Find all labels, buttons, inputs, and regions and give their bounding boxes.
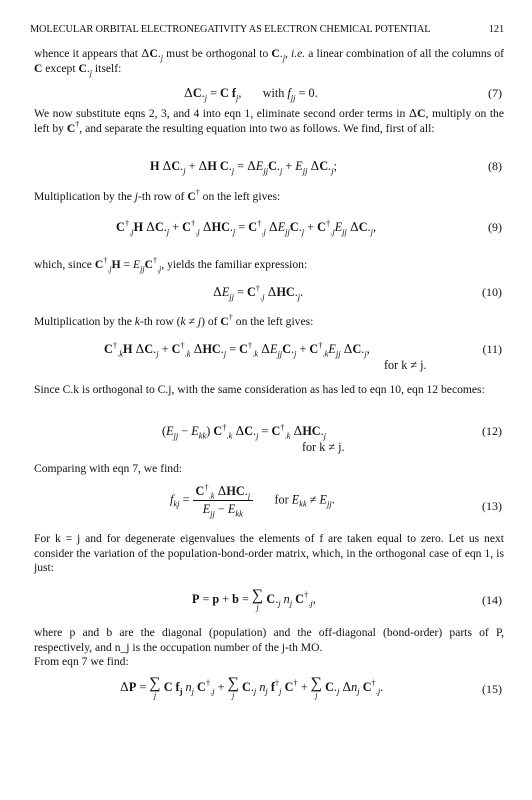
equation-8: H $\Delta C._j + \Delta H$ $C._j = \Delta E_{jj}C._j + E_{jj}$ $\Delta C._j$; [150, 159, 337, 176]
equation-14: P = p + b = ∑ j $C._j$ $n_j$ $C^\dagger_{.j}$, [192, 587, 316, 612]
equation-number: (13) [482, 499, 502, 513]
running-title: MOLECULAR ORBITAL ELECTRONEGATIVITY AS ELECTRON CHEMICAL POTENTIAL [30, 24, 431, 35]
text-run: must be orthogonal to [166, 47, 269, 60]
equation-number: (9) [488, 220, 502, 234]
equation-13: $f_{kj}$ = $\frac{C^\dagger_{.k} \Delta HC._j}{E_{jj} - E_{kk}}$ for $E_{kk} \ne E_{jj}$. [170, 481, 335, 519]
text-run: whence it appears that [34, 47, 138, 60]
equation-number: (10) [482, 285, 502, 299]
paragraph-6: Since C.k is orthogonal to C.j, with the same consideration as has led to eqn 10, eqn 12 becomes: [34, 383, 485, 396]
paragraph-4: which, since $C^\dagger_{.j}H = E_{jj}C^\dagger_{.j}$, yields the familiar expression: [34, 256, 308, 274]
equation-condition: for k ≠ j. [302, 440, 345, 454]
text-run: a linear combination of all the columns of [308, 47, 504, 60]
equation-number: (12) [482, 424, 502, 438]
equation-number: (15) [482, 682, 502, 696]
equation-number: (8) [488, 159, 502, 173]
text-run: -th row [139, 315, 174, 328]
running-header [30, 24, 504, 35]
text-run: multiply on the left by [34, 107, 505, 135]
equation-12: $(E_{jj} - E_{kk})$ $C^\dagger_{.k}$ $\Delta C._j = C^\dagger_{.k}$ $\Delta HC._j$ [162, 421, 327, 441]
text-run: Multiplication by the [34, 315, 132, 328]
paragraph-8: For k = j and for degenerate eigenvalues the elements of f are taken equal to zero. Let us next consider the variation of the population-bond-order matrix, which, in the orthogonal case of eqn 1, is just: [34, 532, 504, 574]
equation-condition: for [274, 492, 289, 507]
equation-7: $\Delta C._j = C$ $f_j$, with $f_{jj} = 0$. [184, 86, 318, 103]
paragraph-1: whence it appears that $\Delta C._j$ must be orthogonal to $C._j$, i.e. a linear combination of all the columns of C except $C._j$ itself: [34, 46, 504, 77]
text-run: itself: [94, 61, 122, 75]
equation-number: (11) [482, 342, 502, 356]
text-run: which, since [34, 258, 92, 271]
paragraph-2: We now substitute eqns 2, 3, and 4 into eqn 1, eliminate second order terms in ΔC, multiply on the left by C†, and separate the resulting equation into two as follows. We find, first of all: [34, 106, 505, 135]
text-run: -th row of [138, 190, 185, 203]
page-number: 121 [488, 24, 504, 35]
equation-10: $\Delta E_{jj} = C^\dagger_{.j}$ $\Delta HC._j$. [213, 282, 304, 302]
paragraph-5: Multiplication by the k-th row (k ≠ j) of C† on the left gives: [34, 313, 314, 328]
equation-condition: for k ≠ j. [384, 358, 427, 372]
equation-number: (7) [488, 86, 502, 100]
equation-9: $C^\dagger_{.j}H$ $\Delta C._j + C^\dagger_{.j}$ $\Delta HC._j = C^\dagger_{.j}$ $\Delta E_{jj}C._j + C^\dagger_{.j}E_{jj}$ $\Delta C._j$, [116, 217, 377, 237]
equation-number: (14) [482, 593, 502, 607]
paragraph-3: Multiplication by the j-th row of C† on the left gives: [34, 188, 281, 203]
paragraph-10: From eqn 7 we find: [34, 655, 129, 668]
equation-15: ΔP = ∑ j C $f_j$ $n_j$ $C^\dagger_{.j}$ + ∑ j $C._j$ $n_j$ $f^\dagger_j$ C† + ∑ j $C._j$ $\Delta n_j$ $C^\dagger_{.j}$. [120, 675, 384, 700]
text-run: We now substitute eqns 2, 3, and 4 into eqn 1, eliminate second order terms in [34, 107, 406, 120]
text-run: on the left gives: [202, 190, 281, 203]
equation-11: $C^\dagger_{.k}H$ $\Delta C._j + C^\dagger_{.k}$ $\Delta HC._j = C^\dagger_{.k}$ $\Delta E_{jj}C._j + C^\dagger_{.k}E_{jj}$ $\Delta C._j$, [104, 339, 370, 359]
equation-condition: with [262, 86, 285, 100]
text-run: , and separate the resulting equation into two as follows. We find, first of all: [79, 121, 435, 135]
text-run: on the left gives: [235, 315, 314, 328]
paragraph-9: where p and b are the diagonal (population) and the off-diagonal (bond-order) parts of P, respectively, and n_j is the occupation number of the j-th MO. [34, 626, 504, 654]
text-run: Multiplication by the [34, 190, 132, 203]
text-run: yields the familiar expression: [167, 258, 308, 271]
paragraph-7: Comparing with eqn 7, we find: [34, 462, 183, 475]
text-run: except [45, 61, 76, 75]
